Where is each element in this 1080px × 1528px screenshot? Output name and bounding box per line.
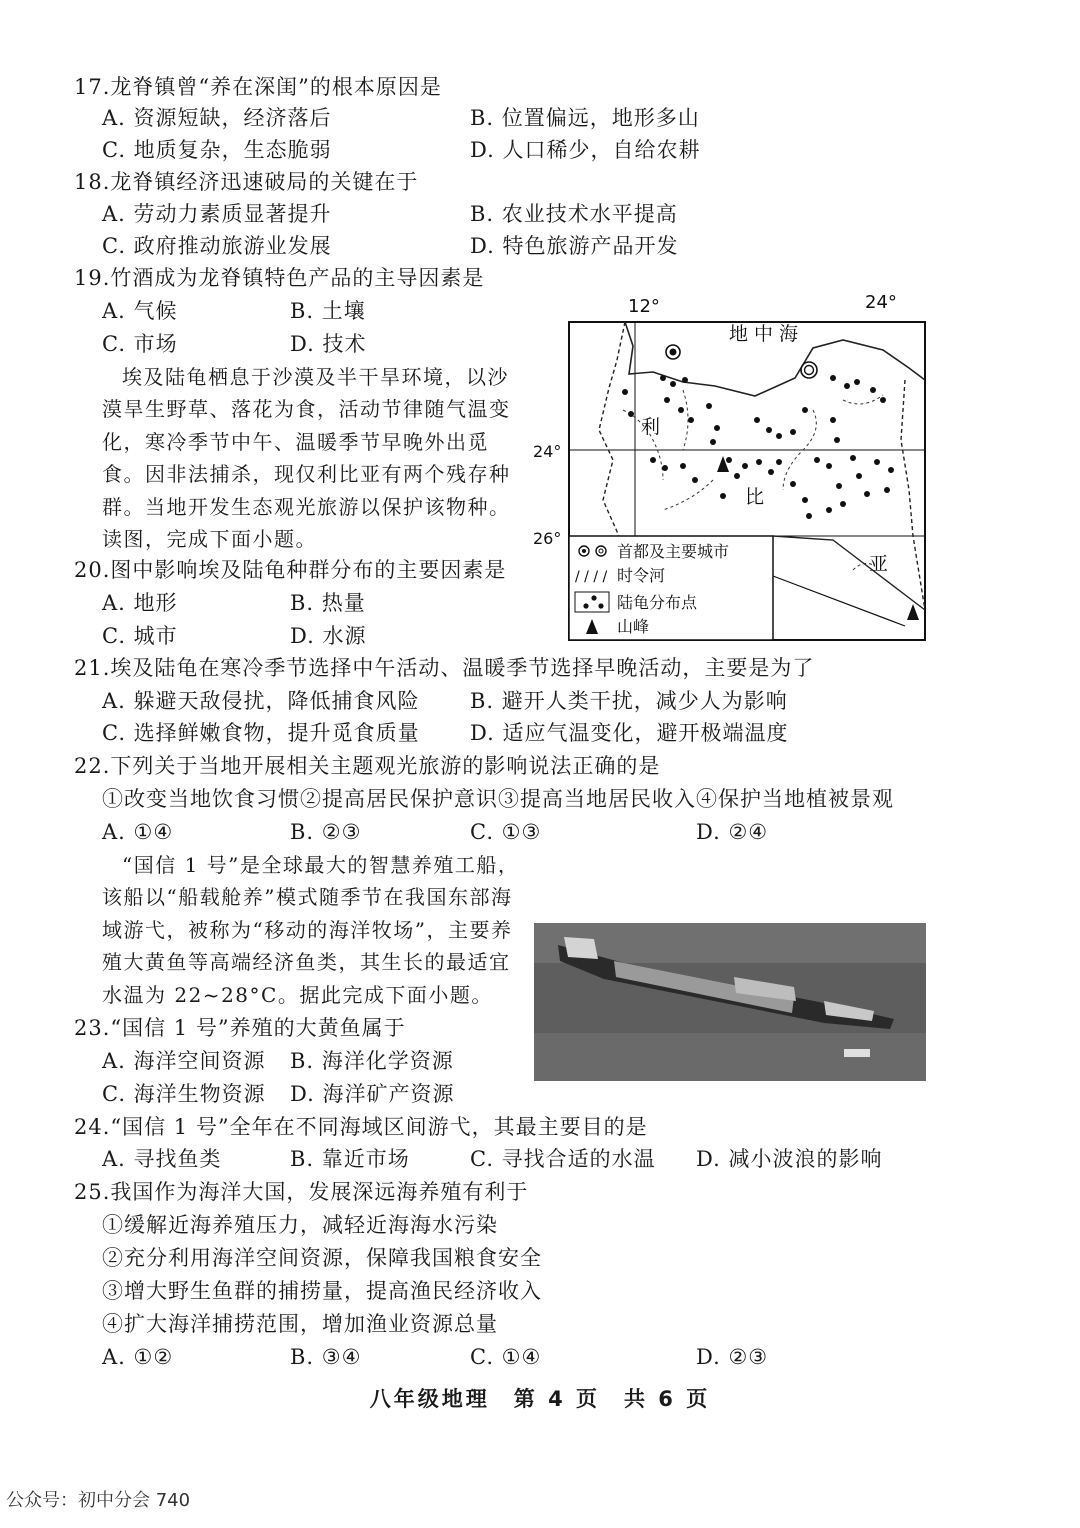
- q19-stem: 19.竹酒成为龙脊镇特色产品的主导因素是: [74, 266, 485, 290]
- page-footer: 八年级地理 第 4 页 共 6 页: [369, 1387, 711, 1411]
- map-lat-top: 24°: [533, 442, 562, 461]
- q24-option-c: C. 寻找合适的水温: [470, 1147, 656, 1171]
- q21-option-b: B. 避开人类干扰，减少人为影响: [470, 689, 788, 713]
- q19-option-c: C. 市场: [102, 332, 178, 356]
- q18-option-c: C. 政府推动旅游业发展: [102, 234, 332, 258]
- q18-option-a: A. 劳动力素质显著提升: [102, 202, 332, 226]
- q25-option-a: A. ①②: [102, 1345, 174, 1369]
- q23-option-b: B. 海洋化学资源: [290, 1049, 454, 1073]
- q19-option-b: B. 土壤: [290, 299, 366, 323]
- watermark: 公众号：初中分会 740: [6, 1490, 191, 1511]
- q18-stem: 18.龙脊镇经济迅速破局的关键在于: [74, 170, 419, 194]
- map-country-char-2: 比: [745, 486, 765, 508]
- q24-option-d: D. 减小波浪的影响: [696, 1147, 883, 1171]
- map-country-char-3: 亚: [869, 553, 889, 575]
- map-lon-right: 24°: [865, 292, 897, 313]
- q25-option-b: B. ③④: [290, 1345, 362, 1369]
- q19-option-d: D. 技术: [290, 332, 367, 356]
- legend-river-symbol: / / / /: [575, 569, 608, 585]
- q24-stem: 24.“国信 1 号”全年在不同海域区间游弋，其最主要目的是: [74, 1115, 648, 1139]
- legend-tortoise: 陆龟分布点: [617, 593, 698, 612]
- q22-option-b: B. ②③: [290, 820, 362, 844]
- legend-river: 时令河: [617, 566, 666, 585]
- passage-tortoise: 埃及陆龟栖息于沙漠及半干旱环境，以沙漠旱生野草、落花为食，活动节律随气温变化，寒冷季节中午、温暖季节早晚外出觅食。因非法捕杀，现仅利比亚有两个残存种群。当地开发生态观光旅游以保护该物种。读图，完成下面小题。: [102, 365, 511, 552]
- q23-stem: 23.“国信 1 号”养殖的大黄鱼属于: [74, 1016, 406, 1040]
- q21-option-a: A. 躲避天敌侵扰，降低捕食风险: [102, 689, 420, 713]
- q22-option-c: C. ①③: [470, 820, 542, 844]
- q23-option-c: C. 海洋生物资源: [102, 1082, 266, 1106]
- q21-stem: 21.埃及陆龟在寒冷季节选择中午活动、温暖季节选择早晚活动，主要是为了: [74, 656, 815, 680]
- map-border-east: [901, 380, 925, 610]
- q22-option-a: A. ①④: [102, 820, 174, 844]
- q25-item-3: ③增大野生鱼群的捕捞量，提高渔民经济收入: [102, 1279, 542, 1303]
- q19-option-a: A. 气候: [102, 299, 178, 323]
- map-lat-bottom: 26°: [533, 529, 562, 548]
- map-sea-label: 地中海: [729, 323, 805, 345]
- q25-option-d: D. ②③: [696, 1345, 769, 1369]
- q20-option-a: A. 地形: [102, 591, 178, 615]
- legend-capital: 首都及主要城市: [617, 542, 730, 561]
- q18-option-d: D. 特色旅游产品开发: [470, 234, 679, 258]
- q23-option-a: A. 海洋空间资源: [102, 1049, 266, 1073]
- q22-stem: 22.下列关于当地开展相关主题观光旅游的影响说法正确的是: [74, 754, 661, 778]
- q17-stem: 17.龙脊镇曾“养在深闺”的根本原因是: [74, 75, 442, 99]
- small-boat: [844, 1049, 870, 1057]
- legend-peak: 山峰: [617, 617, 650, 636]
- q25-option-c: C. ①④: [470, 1345, 542, 1369]
- q25-item-2: ②充分利用海洋空间资源，保障我国粮食安全: [102, 1246, 542, 1270]
- q17-option-b: B. 位置偏远，地形多山: [470, 106, 700, 130]
- q25-item-1: ①缓解近海养殖压力，减轻近海海水污染: [102, 1213, 498, 1237]
- q20-stem: 20.图中影响埃及陆龟种群分布的主要因素是: [74, 558, 507, 582]
- map-country-char-1: 利: [641, 416, 661, 438]
- q20-option-b: B. 热量: [290, 591, 366, 615]
- q25-stem: 25.我国作为海洋大国，发展深远海养殖有利于: [74, 1180, 529, 1204]
- q23-option-d: D. 海洋矿产资源: [290, 1082, 455, 1106]
- q22-items: ①改变当地饮食习惯②提高居民保护意识③提高当地居民收入④保护当地植被景观: [102, 787, 894, 811]
- q24-option-b: B. 靠近市场: [290, 1147, 410, 1171]
- q21-option-c: C. 选择鲜嫩食物，提升觅食质量: [102, 721, 420, 745]
- q20-option-c: C. 城市: [102, 624, 178, 648]
- q17-option-a: A. 资源短缺，经济落后: [102, 106, 332, 130]
- map-peak-icon-2: [907, 604, 919, 620]
- q24-option-a: A. 寻找鱼类: [102, 1147, 222, 1171]
- q25-item-4: ④扩大海洋捕捞范围，增加渔业资源总量: [102, 1312, 498, 1336]
- q21-option-d: D. 适应气温变化，避开极端温度: [470, 721, 789, 745]
- q20-option-d: D. 水源: [290, 624, 367, 648]
- passage-guoxin: “国信 1 号”是全球最大的智慧养殖工船，该船以“船载舱养”模式随季节在我国东部海域游弋，被称为“移动的海洋牧场”，主要养殖大黄鱼等高端经济鱼类，其生长的最适宜水温为 22~28°C。据此完成下面小题。: [102, 853, 520, 1007]
- map-capital-markers: [666, 345, 817, 378]
- q18-option-b: B. 农业技术水平提高: [470, 202, 678, 226]
- ship-photo: [534, 923, 926, 1081]
- map-border-south: [773, 536, 925, 610]
- q17-option-d: D. 人口稀少，自给农耕: [470, 138, 701, 162]
- q17-option-c: C. 地质复杂，生态脆弱: [102, 138, 332, 162]
- q22-option-d: D. ②④: [696, 820, 769, 844]
- map-lon-left: 12°: [628, 296, 660, 317]
- libya-tortoise-map: [533, 290, 933, 648]
